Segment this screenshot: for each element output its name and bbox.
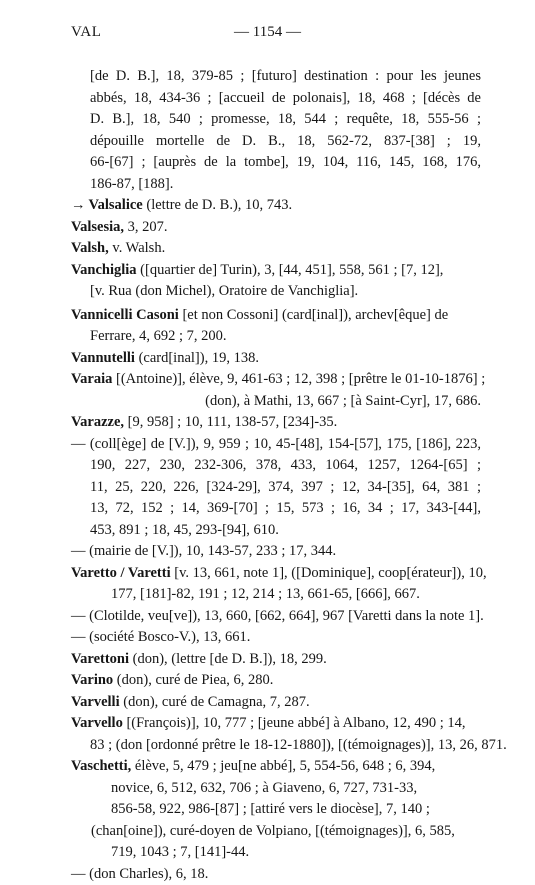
index-entry-varvello bbox=[71, 713, 481, 756]
index-entry-varazze-mairie bbox=[71, 541, 481, 563]
entry-line: [(Antoine)], élève, 9, 461-63 ; 12, 398 ; [prêtre le 01-10-1876] ; bbox=[116, 371, 485, 387]
entry-line: (don), (lettre [de D. B.]), 18, 299. bbox=[133, 651, 327, 667]
entry-line: — (don Charles), 6, 18. bbox=[71, 864, 481, 885]
entry-headword: Vannicelli Casoni bbox=[71, 307, 179, 323]
index-entries bbox=[71, 66, 481, 885]
entry-headword: Vaschetti, bbox=[71, 758, 131, 774]
entry-line: dépouille mortelle de D. B., 18, 562-72, 837-[38] ; 19, bbox=[90, 131, 481, 153]
index-entry-varetto-clotilde bbox=[71, 606, 481, 628]
index-entry-don-charles bbox=[71, 864, 481, 885]
entry-line: ([quartier de] Turin), 3, [44, 451], 558, 561 ; [7, 12], bbox=[140, 262, 443, 278]
entry-line: (card[inal]), 19, 138. bbox=[139, 350, 259, 366]
entry-line: — (mairie de [V.]), 10, 143-57, 233 ; 17, 344. bbox=[71, 541, 481, 563]
index-entry-valsalice bbox=[71, 195, 481, 217]
index-entry-valsh bbox=[71, 238, 481, 260]
index-entry-varazze-college bbox=[71, 434, 481, 542]
entry-line: 719, 1043 ; 7, [141]-44. bbox=[71, 842, 481, 864]
entry-headword: Vanchiglia bbox=[71, 262, 137, 278]
entry-line: [v. Rua (don Michel), Oratoire de Vanchiglia]. bbox=[71, 281, 481, 303]
entry-line: [(François)], 10, 777 ; [jeune abbé] à Albano, 12, 490 ; 14, bbox=[126, 715, 465, 731]
index-entry-varaia bbox=[71, 369, 481, 412]
entry-line: (don), à Mathi, 13, 667 ; [à Saint-Cyr], 17, 686. bbox=[71, 391, 481, 413]
entry-line: (don), curé de Camagna, 7, 287. bbox=[123, 694, 309, 710]
entry-line: élève, 5, 479 ; jeu[ne abbé], 5, 554-56, 648 ; 6, 394, bbox=[135, 758, 435, 774]
entry-line: — (coll[ège] de [V.]), 9, 959 ; 10, 45-[48], 154-[57], 175, [186], 223, bbox=[71, 434, 481, 456]
entry-headword: Valsesia, bbox=[71, 219, 124, 235]
arrow-icon: → bbox=[71, 197, 86, 213]
entry-headword: Varetto / Varetti bbox=[71, 565, 171, 581]
entry-headword: Vannutelli bbox=[71, 350, 135, 366]
entry-headword: Varvelli bbox=[71, 694, 120, 710]
index-entry-vannutelli bbox=[71, 348, 481, 370]
entry-line: 190, 227, 230, 232-306, 378, 433, 1064, 1257, 1264-[65] ; bbox=[71, 455, 481, 477]
entry-headword: Varazze, bbox=[71, 414, 124, 430]
entry-headword: Varaia bbox=[71, 371, 112, 387]
entry-line: — (Clotilde, veu[ve]), 13, 660, [662, 664], 967 [Varetti dans la note 1]. bbox=[71, 606, 481, 628]
entry-line: Ferrare, 4, 692 ; 7, 200. bbox=[71, 326, 481, 348]
entry-line: 13, 72, 152 ; 14, 369-[70] ; 15, 573 ; 16, 34 ; 17, 343-[44], bbox=[71, 498, 481, 520]
index-entry-varetto-societe bbox=[71, 627, 481, 649]
entry-line: abbés, 18, 434-36 ; [accueil de polonais], 18, 468 ; [décès de bbox=[90, 88, 481, 110]
entry-line: 177, [181]-82, 191 ; 12, 214 ; 13, 661-65, [666], 667. bbox=[71, 584, 481, 606]
index-entry-vannicelli-casoni bbox=[71, 305, 481, 348]
running-header-letters: VAL bbox=[71, 24, 101, 41]
entry-line: 83 ; (don [ordonné prêtre le 18-12-1880]), [(témoignages)], 13, 26, 871. bbox=[71, 735, 481, 757]
index-entry-varettoni bbox=[71, 649, 481, 671]
index-entry-valsesia bbox=[71, 217, 481, 239]
entry-line: — (société Bosco-V.), 13, 661. bbox=[71, 627, 481, 649]
entry-line: (chan[oine]), curé-doyen de Volpiano, [(témoignages)], 6, 585, bbox=[71, 821, 481, 843]
entry-headword: Varettoni bbox=[71, 651, 129, 667]
entry-line: novice, 6, 512, 632, 706 ; à Giaveno, 6, 727, 731-33, bbox=[71, 778, 481, 800]
entry-line: 66-[67] ; [auprès de la tombe], 19, 104, 116, 145, 168, 176, bbox=[90, 152, 481, 174]
entry-line: 856-58, 922, 986-[87] ; [attiré vers le diocèse], 7, 140 ; bbox=[71, 799, 481, 821]
entry-headword: Varino bbox=[71, 672, 113, 688]
entry-line: [de D. B.], 18, 379-85 ; [futuro] destination : pour les jeunes bbox=[90, 66, 481, 88]
index-entry-varino bbox=[71, 670, 481, 692]
page-number: — 1154 — bbox=[0, 24, 535, 41]
entry-line: [9, 958] ; 10, 111, 138-57, [234]-35. bbox=[128, 414, 338, 430]
entry-line: (lettre de D. B.), 10, 743. bbox=[146, 197, 292, 213]
entry-line: 453, 891 ; 18, 45, 293-[94], 610. bbox=[71, 520, 481, 542]
entry-line: 3, 207. bbox=[128, 219, 168, 235]
index-entry-continuation bbox=[71, 66, 481, 195]
entry-headword: Varvello bbox=[71, 715, 123, 731]
entry-headword: Valsalice bbox=[89, 197, 143, 213]
index-entry-varetto bbox=[71, 563, 481, 606]
index-entry-varvelli bbox=[71, 692, 481, 714]
index-entry-vaschetti bbox=[71, 756, 481, 864]
entry-headword: Valsh, bbox=[71, 240, 109, 256]
index-entry-varazze bbox=[71, 412, 481, 434]
entry-line: [v. 13, 661, note 1], ([Dominique], coop[érateur]), 10, bbox=[174, 565, 486, 581]
entry-line: (don), curé de Piea, 6, 280. bbox=[117, 672, 274, 688]
entry-line: 11, 25, 220, 226, [324-29], 374, 397 ; 12, 34-[35], 64, 381 ; bbox=[71, 477, 481, 499]
entry-line: v. Walsh. bbox=[112, 240, 165, 256]
index-entry-vanchiglia bbox=[71, 260, 481, 303]
entry-line: 186-87, [188]. bbox=[90, 174, 481, 196]
entry-line: D. B.], 18, 540 ; promesse, 18, 544 ; requête, 18, 555-56 ; bbox=[90, 109, 481, 131]
entry-line: [et non Cossoni] (card[inal]), archev[êque] de bbox=[182, 307, 448, 323]
